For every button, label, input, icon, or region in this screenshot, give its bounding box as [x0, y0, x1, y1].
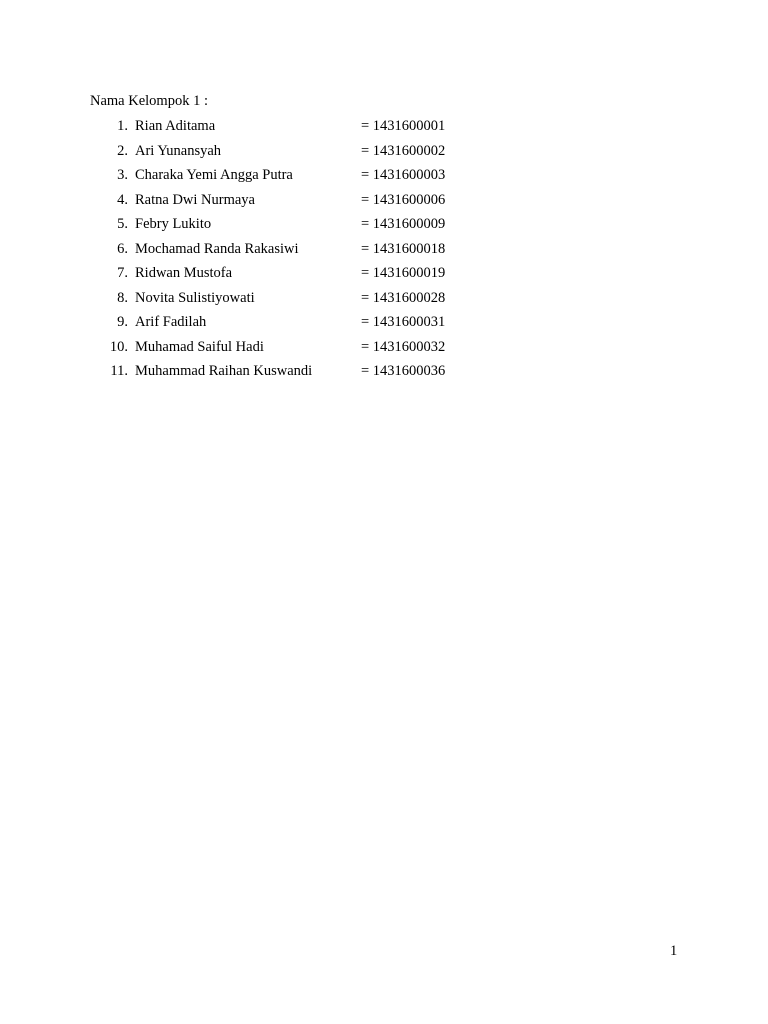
member-number: 3.	[117, 167, 128, 184]
member-row	[0, 239, 768, 264]
member-row	[0, 141, 768, 166]
member-row	[0, 116, 768, 141]
member-row	[0, 214, 768, 239]
member-row	[0, 288, 768, 313]
member-id: = 1431600019	[361, 265, 446, 282]
member-number: 10.	[109, 338, 128, 355]
member-number: 7.	[117, 265, 128, 282]
member-name: Febry Lukito	[135, 216, 212, 233]
member-number: 5.	[117, 216, 128, 233]
member-name: Arif Fadilah	[135, 314, 207, 331]
member-row	[0, 312, 768, 337]
member-name: Charaka Yemi Angga Putra	[135, 167, 293, 184]
member-name: Mochamad Randa Rakasiwi	[135, 240, 299, 257]
member-id: = 1431600028	[361, 289, 446, 306]
member-id: = 1431600006	[361, 191, 446, 208]
member-id: = 1431600032	[361, 338, 446, 355]
member-id: = 1431600002	[361, 142, 446, 159]
member-name: Ratna Dwi Nurmaya	[135, 191, 255, 208]
member-row	[0, 190, 768, 215]
member-id: = 1431600001	[361, 118, 446, 134]
member-number: 9.	[117, 314, 128, 331]
member-id: = 1431600009	[361, 216, 446, 233]
member-name: Ridwan Mustofa	[135, 265, 233, 282]
member-number: 2.	[117, 142, 128, 159]
page-number: 1	[670, 943, 678, 959]
member-number: 4.	[117, 191, 128, 208]
member-row	[0, 337, 768, 362]
member-row	[0, 361, 768, 386]
member-name: Muhamad Saiful Hadi	[135, 338, 264, 355]
member-id: = 1431600018	[361, 240, 446, 257]
member-id: = 1431600031	[361, 314, 446, 331]
member-list	[0, 116, 768, 386]
member-name: Ari Yunansyah	[135, 142, 222, 159]
member-number: 6.	[117, 240, 128, 257]
member-id: = 1431600036	[361, 363, 446, 380]
group-heading: Nama Kelompok 1 :	[90, 93, 208, 109]
member-id: = 1431600003	[361, 167, 446, 184]
member-name: Muhammad Raihan Kuswandi	[135, 363, 313, 380]
member-row	[0, 263, 768, 288]
member-row	[0, 165, 768, 190]
member-name: Rian Aditama	[135, 118, 216, 134]
member-number: 11.	[110, 363, 128, 380]
member-number: 1.	[117, 118, 128, 134]
member-name: Novita Sulistiyowati	[135, 289, 255, 306]
member-number: 8.	[117, 289, 128, 306]
